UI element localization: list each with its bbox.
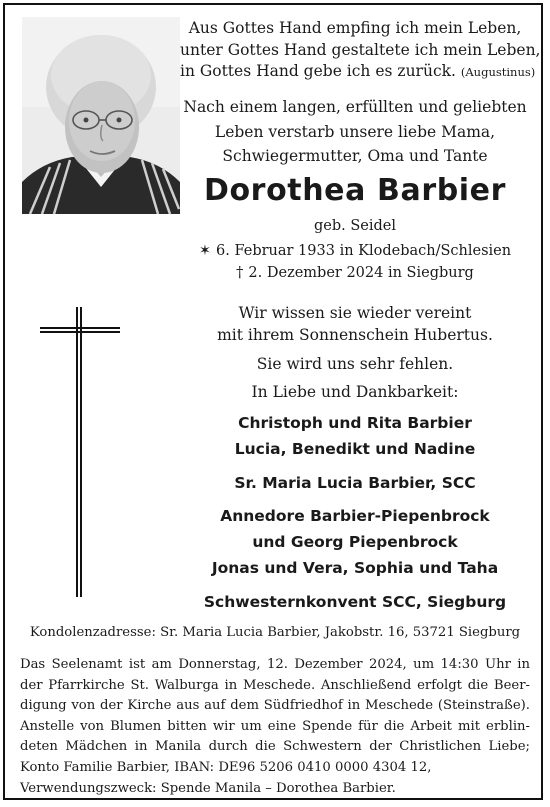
service-line: Das Seelenamt ist am Donnerstag, 12. Dezember 2024, um 14:30 Uhr in bbox=[20, 657, 530, 672]
service-line: der Pfarrkirche St. Walburga in Meschede. Anschließend erfolgt die Beer- bbox=[20, 677, 530, 693]
condolence-address: Kondolenzadresse: Sr. Maria Lucia Barbier, Jakobstr. 16, 53721 Siegburg bbox=[29, 625, 521, 640]
intro-line: Leben verstarb unsere liebe Mama, bbox=[214, 122, 496, 141]
service-line: digung von der Kirche aus auf dem Südfriedhof in Meschede (Steinstraße). bbox=[20, 698, 530, 714]
mourner-line: Sr. Maria Lucia Barbier, SCC bbox=[234, 474, 476, 492]
service-details bbox=[20, 655, 530, 799]
poem-line bbox=[180, 61, 536, 84]
mourner-line: Jonas und Vera, Sophia und Taha bbox=[211, 559, 499, 577]
birth-date bbox=[180, 241, 530, 261]
poem-line-text: in Gottes Hand gebe ich es zurück. bbox=[180, 62, 456, 80]
mourner-line: Schwesternkonvent SCC, Siegburg bbox=[203, 593, 507, 611]
sentiment-line: mit ihrem Sonnenschein Hubertus. bbox=[217, 326, 493, 344]
sentiment-line: Wir wissen sie wieder vereint bbox=[238, 304, 472, 322]
death-date-text: 2. Dezember 2024 in Siegburg bbox=[248, 265, 474, 281]
birth-date-text: 6. Februar 1933 in Klodebach/Schlesien bbox=[216, 243, 512, 259]
service-line: Konto Familie Barbier, IBAN: DE96 5206 0410 0000 4304 12, bbox=[20, 759, 432, 775]
death-announcement bbox=[180, 95, 530, 169]
portrait-photo bbox=[22, 17, 180, 214]
intro-line: Schwiegermutter, Oma und Tante bbox=[222, 147, 488, 165]
service-line: Verwendungszweck: Spende Manila – Dorothea Barbier. bbox=[20, 780, 396, 796]
mourner-line: Lucia, Benedikt und Nadine bbox=[234, 440, 476, 458]
sentiment-line: In Liebe und Dankbarkeit: bbox=[251, 383, 459, 401]
poem-line: Aus Gottes Hand empfing ich mein Leben, bbox=[188, 19, 522, 37]
sentiment-line: Sie wird uns sehr fehlen. bbox=[256, 355, 454, 373]
mourner-line: Annedore Barbier-Piepenbrock bbox=[220, 507, 490, 525]
poem bbox=[180, 18, 541, 84]
deceased-name: Dorothea Barbier bbox=[203, 173, 507, 208]
service-line: Anstelle von Blumen bitten wir um eine Spende für die Arbeit mit erblin- bbox=[20, 718, 530, 734]
birth-name: geb. Seidel bbox=[313, 218, 396, 234]
service-line: deten Mädchen in Manila durch die Schwestern der Christlichen Liebe; bbox=[20, 739, 530, 755]
cross-icon bbox=[40, 307, 120, 597]
death-date bbox=[180, 263, 530, 283]
intro-line: Nach einem langen, erfüllten und geliebten bbox=[183, 98, 527, 116]
death-cross-icon: † bbox=[236, 265, 244, 281]
poem-attribution: (Augustinus) bbox=[460, 65, 536, 79]
birth-star-icon: ✶ bbox=[198, 243, 212, 259]
poem-line: unter Gottes Hand gestaltete ich mein Leben, bbox=[180, 40, 541, 59]
mourner-line: und Georg Piepenbrock bbox=[252, 533, 458, 551]
mourner-line: Christoph und Rita Barbier bbox=[238, 414, 472, 432]
